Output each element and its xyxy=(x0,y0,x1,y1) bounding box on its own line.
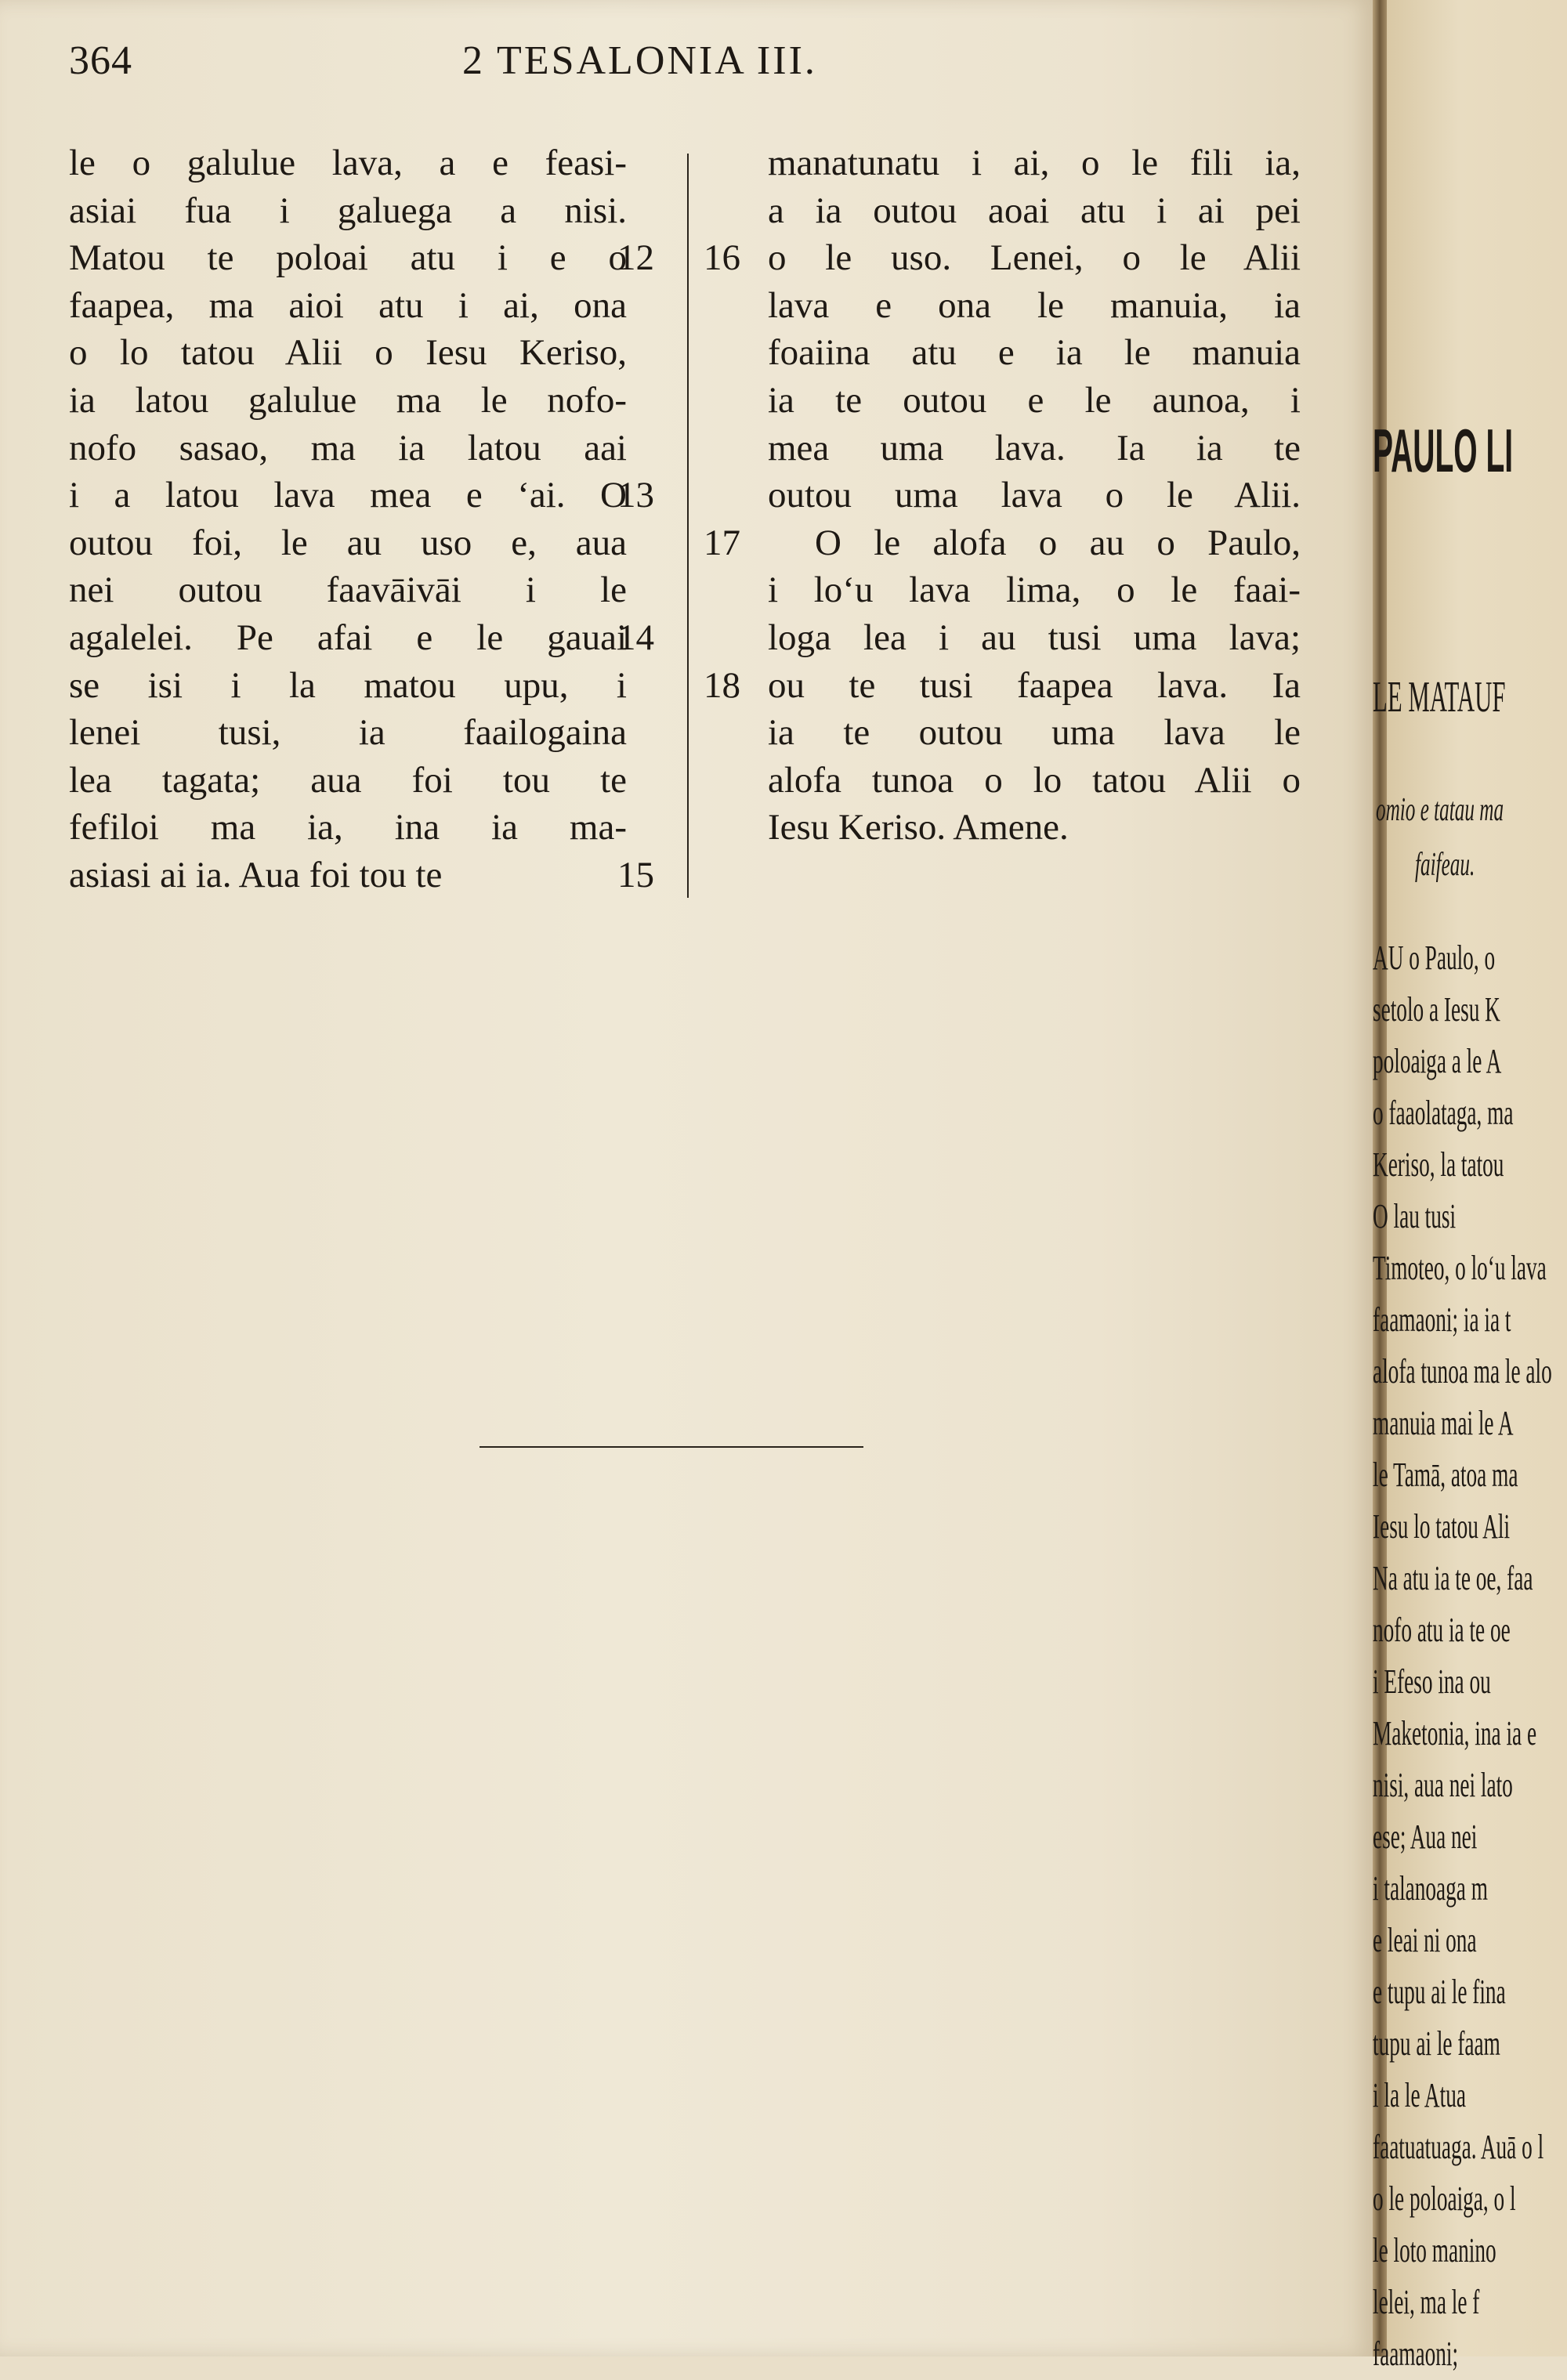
text-line xyxy=(69,139,627,187)
text-line xyxy=(69,519,627,567)
line-text: nei outou faavāivāi i le xyxy=(69,570,627,611)
line-text: mea uma lava. Ia ia te xyxy=(768,427,1301,468)
line-text: i a latou lava mea e ‘ai. O xyxy=(69,475,627,516)
right-column xyxy=(704,139,1301,852)
line-text: Matou te poloai atu i e o xyxy=(69,237,627,279)
line-text: ia te outou e le aunoa, i xyxy=(768,379,1301,421)
verse-number: 17 xyxy=(704,522,740,563)
facing-page-line: faamaoni; xyxy=(1373,2335,1459,2373)
facing-page-line: nisi, aua nei lato xyxy=(1373,1766,1513,1804)
text-line xyxy=(704,662,1301,710)
line-text: asiai fua i galuega a nisi. xyxy=(69,190,627,231)
line-text: outou foi, le au uso e, aua xyxy=(69,522,627,563)
line-text: nofo sasao, ma ia latou aai xyxy=(69,427,627,468)
facing-page-line: Timoteo, o lo‘u lava xyxy=(1373,1249,1547,1287)
facing-page-heading: PAULO LI xyxy=(1373,416,1514,485)
line-text: fefiloi ma ia, ina ia ma- xyxy=(69,807,627,848)
facing-page-line: lelei, ma le f xyxy=(1373,2283,1480,2321)
facing-page-line: e leai ni ona xyxy=(1373,1921,1477,1959)
facing-page-summary-2: faifeau. xyxy=(1415,847,1475,883)
line-text: ia te outou uma lava le xyxy=(768,712,1301,754)
line-text: o lo tatou Alii o Iesu Keriso, xyxy=(69,332,627,374)
facing-page-line: ese; Aua nei xyxy=(1373,1818,1478,1856)
verse-number: 15 xyxy=(617,854,654,895)
verse-number: 16 xyxy=(704,237,740,279)
facing-page-line: e tupu ai le fina xyxy=(1373,1973,1506,2011)
text-line xyxy=(704,234,1301,282)
line-text: ou te tusi faapea lava. Ia xyxy=(768,664,1301,706)
text-line xyxy=(69,852,654,899)
facing-page-line: o le poloaiga, o l xyxy=(1373,2179,1516,2218)
facing-page-subheading: LE MATAUF xyxy=(1373,673,1506,722)
facing-page-line: O lau tusi xyxy=(1373,1197,1457,1235)
line-text: manatunatu i ai, o le fili ia, xyxy=(768,143,1301,183)
line-text: le o galulue lava, a e feasi- xyxy=(69,143,627,183)
facing-page-body xyxy=(1373,932,1552,2380)
facing-page-line: AU o Paulo, o xyxy=(1373,939,1496,977)
verse-number: 18 xyxy=(704,664,740,706)
text-line xyxy=(768,187,1301,235)
line-text: agalelei. Pe afai e le gauai xyxy=(69,617,627,658)
facing-page-line: Keriso, la tatou xyxy=(1373,1145,1504,1184)
text-line xyxy=(768,614,1301,662)
verse-number: 14 xyxy=(617,617,654,658)
facing-page-line: o faaolataga, ma xyxy=(1373,1094,1514,1132)
facing-page-line: tupu ai le faam xyxy=(1373,2024,1500,2063)
verse-number: 12 xyxy=(617,237,654,279)
line-text: outou uma lava o le Alii. xyxy=(768,475,1301,516)
text-line xyxy=(768,566,1301,614)
facing-page-summary: omio e tatau ma xyxy=(1376,792,1504,828)
line-text: loga lea i au tusi uma lava; xyxy=(768,617,1301,658)
facing-page-line: faatuatuaga. Auā o l xyxy=(1373,2128,1544,2166)
facing-page-line: nofo atu ia te oe xyxy=(1373,1611,1511,1649)
facing-page-line: le loto manino xyxy=(1373,2231,1496,2270)
text-line xyxy=(69,234,654,282)
running-head xyxy=(0,33,1373,96)
verse-number: 13 xyxy=(617,475,654,516)
line-text: alofa tunoa o lo tatou Alii o xyxy=(768,759,1301,801)
text-line xyxy=(69,757,627,805)
facing-page-line: Maketonia, ina ia e xyxy=(1373,1714,1537,1752)
left-column xyxy=(69,139,654,899)
facing-page-line: setolo a Iesu K xyxy=(1373,990,1500,1029)
line-text: faapea, ma aioi atu i ai, ona xyxy=(69,284,627,326)
line-text: o le uso. Lenei, o le Alii xyxy=(768,237,1301,279)
line-text: lenei tusi, ia faailogaina xyxy=(69,712,627,754)
text-line xyxy=(768,804,1301,852)
text-line xyxy=(69,472,654,519)
facing-page-line: poloaiga a le A xyxy=(1373,1042,1502,1080)
footer-rule xyxy=(480,1446,863,1448)
facing-page-line: faamaoni; ia ia t xyxy=(1373,1300,1511,1339)
facing-page-line: i la le Atua xyxy=(1373,2076,1466,2114)
line-text: Iesu Keriso. Amene. xyxy=(768,807,1069,848)
text-line xyxy=(768,329,1301,377)
line-text: a ia outou aoai atu i ai pei xyxy=(768,190,1301,231)
text-line xyxy=(768,425,1301,472)
column-rule xyxy=(687,154,689,898)
line-text: foaiina atu e ia le manuia xyxy=(768,332,1301,374)
line-text: lava e ona le manuia, ia xyxy=(768,284,1301,326)
text-line xyxy=(768,139,1301,187)
page-number: 364 xyxy=(69,38,132,83)
line-text: ia latou galulue ma le nofo- xyxy=(69,379,627,421)
line-text: se isi i la matou upu, i xyxy=(69,664,627,706)
text-line xyxy=(69,282,627,330)
text-line xyxy=(69,425,627,472)
facing-page-line: i Efeso ina ou xyxy=(1373,1662,1491,1701)
text-line xyxy=(704,519,1301,567)
text-line xyxy=(69,566,627,614)
running-title: 2 TESALONIA III. xyxy=(462,38,817,83)
text-line xyxy=(69,187,627,235)
facing-page-line: i talanoaga m xyxy=(1373,1869,1488,1908)
text-line xyxy=(69,329,627,377)
text-line xyxy=(768,282,1301,330)
text-line xyxy=(69,804,627,852)
facing-page-line: Iesu lo tatou Ali xyxy=(1373,1507,1511,1546)
text-line xyxy=(69,614,654,662)
line-text: lea tagata; aua foi tou te xyxy=(69,759,627,801)
facing-page-line: manuia mai le A xyxy=(1373,1404,1514,1442)
facing-page-line: le Tamā, atoa ma xyxy=(1373,1456,1518,1494)
text-line xyxy=(768,377,1301,425)
text-line xyxy=(768,757,1301,805)
text-line xyxy=(69,709,627,757)
text-line xyxy=(768,472,1301,519)
line-text: asiasi ai ia. Aua foi tou te xyxy=(69,854,443,895)
text-line xyxy=(69,377,627,425)
text-line xyxy=(768,709,1301,757)
text-line xyxy=(69,662,627,710)
line-text: i lo‘u lava lima, o le faai- xyxy=(768,570,1301,611)
line-text: O le alofa o au o Paulo, xyxy=(815,522,1301,563)
facing-page-line: Na atu ia te oe, faa xyxy=(1373,1559,1533,1597)
facing-page-line: alofa tunoa ma le alo xyxy=(1373,1352,1552,1391)
